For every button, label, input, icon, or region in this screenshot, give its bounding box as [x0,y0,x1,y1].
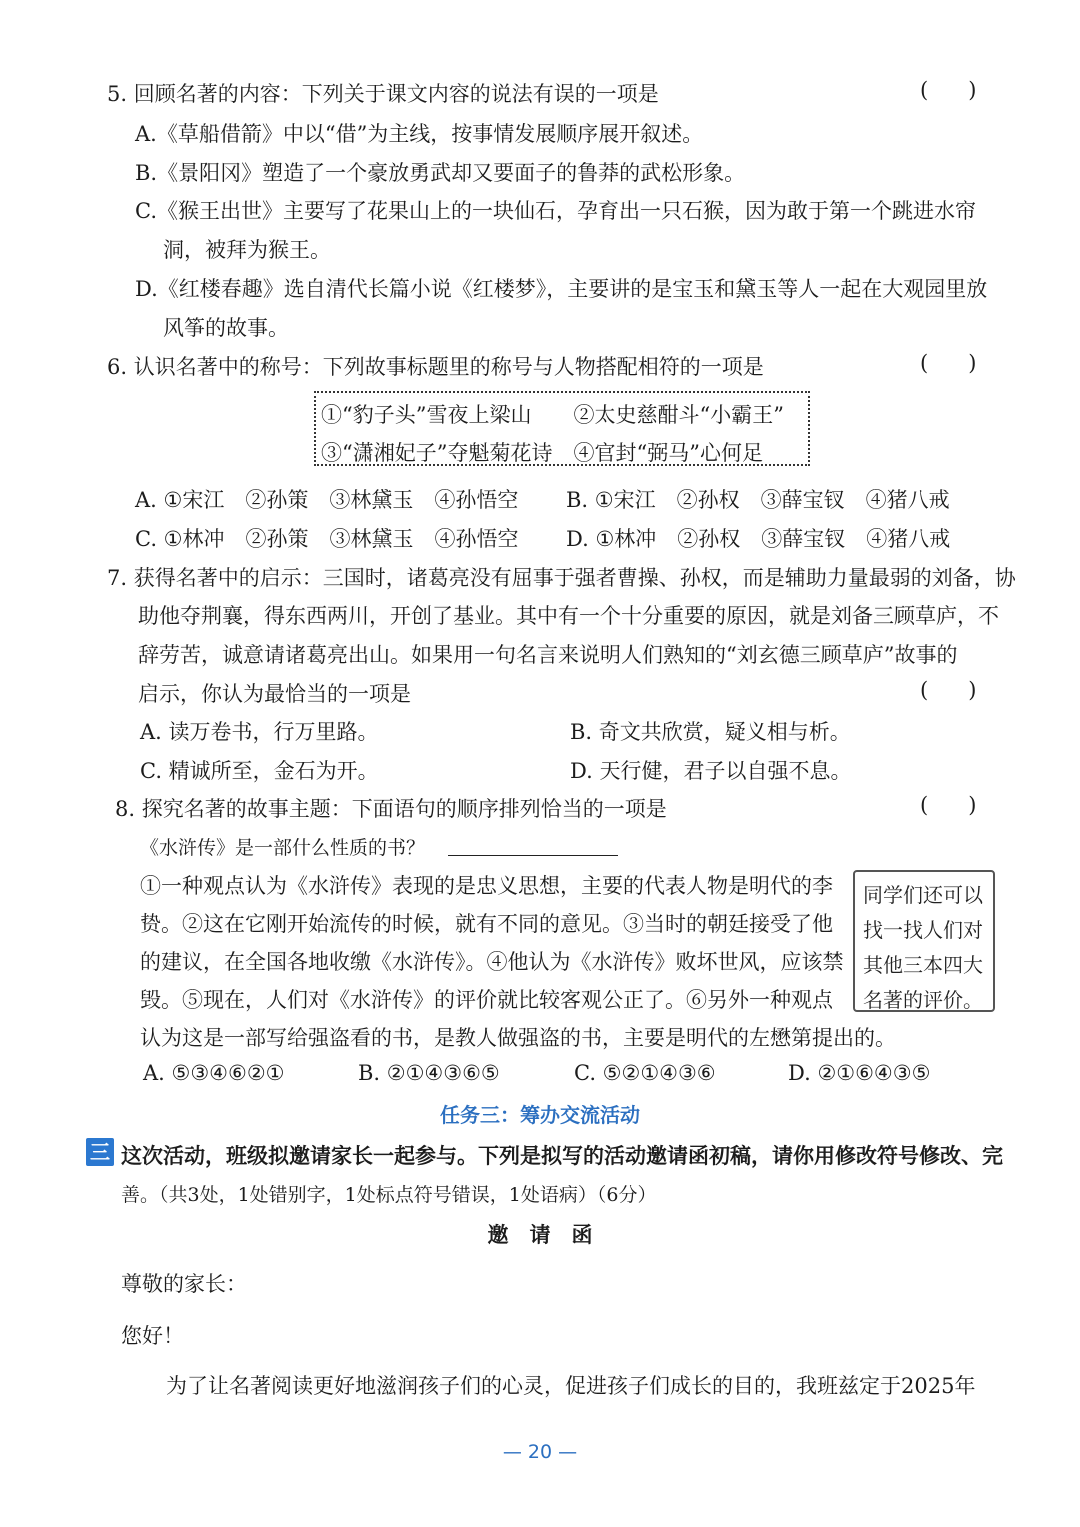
q6-box-line-1: ①“豹子头”雪夜上梁山 ②太史慈酣斗“小霸王” [321,403,784,427]
q8-paragraph-line-5: 认为这是一部写给强盗看的书，是教人做强盗的书，主要是明代的左懋第提出的。 [140,1026,896,1050]
task3-instruction-line-2: 善。（共3处，1处错别字，1处标点符号错误，1处语病）（6分） [121,1184,657,1206]
q8-tip-note [853,870,995,1012]
q8-option-d: D. ②①⑥④③⑤ [788,1061,931,1085]
invitation-body: 为了让名著阅读更好地滋润孩子们的心灵，促进孩子们成长的目的，我班兹定于2025年 [166,1374,976,1398]
invitation-salutation: 尊敬的家长： [121,1272,247,1296]
q5-option-c: C.《猴王出世》主要写了花果山上的一块仙石，孕育出一只石猴，因为敢于第一个跳进水帘 [135,199,976,223]
q5-option-d-cont: 风筝的故事。 [163,316,289,340]
q8-paragraph-line-3: 的建议，在全国各地收缴《水浒传》。④他认为《水浒传》败坏世风，应该禁 [140,950,844,974]
q8-paragraph-line-2: 贽。②这在它刚开始流传的时候，就有不同的意见。③当时的朝廷接受了他 [140,912,833,936]
q6-stem: 6. 认识名著中的称号：下列故事标题里的称号与人物搭配相符的一项是 [107,355,764,379]
q8-stem: 8. 探究名著的故事主题：下面语句的顺序排列恰当的一项是 [115,797,667,821]
q7-option-b: B. 奇文共欣赏，疑义相与析。 [570,720,851,744]
invitation-title: 邀 请 函 [487,1222,593,1247]
q8-answer-blank[interactable] [448,855,618,856]
q8-option-a: A. ⑤③④⑥②① [143,1061,285,1085]
q5-option-d: D.《红楼春趣》选自清代长篇小说《红楼梦》，主要讲的是宝玉和黛玉等人一起在大观园里放 [135,277,988,301]
q5-answer-paren[interactable]: ( ) [920,78,977,102]
tip-line-3: 其他三本四大 [863,953,983,977]
task3-instruction-line-1: 这次活动，班级拟邀请家长一起参与。下列是拟写的活动邀请函初稿，请你用修改符号修改、完 [121,1143,1003,1168]
q8-paragraph-line-1: ①一种观点认为《水浒传》表现的是忠义思想，主要的代表人物是明代的李 [140,874,833,898]
q6-answer-paren[interactable]: ( ) [920,351,977,375]
q7-answer-paren[interactable]: ( ) [920,678,977,702]
q7-option-a: A. 读万卷书，行万里路。 [140,720,379,744]
q7-stem-line-3: 辞劳苦，诚意请诸葛亮出山。如果用一句名言来说明人们熟知的“刘玄德三顾草庐”故事的 [138,643,958,667]
q5-option-a: A.《草船借箭》中以“借”为主线，按事情发展顺序展开叙述。 [135,122,704,146]
page-number: — 20 — [502,1441,578,1463]
q6-option-d: D. ①林冲 ②孙权 ③薛宝钗 ④猪八戒 [566,527,951,551]
q8-option-b: B. ②①④③⑥⑤ [358,1061,500,1085]
q7-option-c: C. 精诚所至，金石为开。 [140,759,379,783]
q7-stem-line-4: 启示，你认为最恰当的一项是 [138,682,411,706]
q8-prompt: 《水浒传》是一部什么性质的书？ [140,837,426,859]
tip-line-2: 找一找人们对 [863,918,983,942]
q6-option-b: B. ①宋江 ②孙权 ③薛宝钗 ④猪八戒 [566,488,950,512]
q7-stem-line-1: 7. 获得名著中的启示：三国时，诸葛亮没有屈事于强者曹操、孙权，而是辅助力量最弱的刘备，协 [107,566,1016,590]
q8-answer-paren[interactable]: ( ) [920,793,977,817]
task3-heading: 任务三：筹办交流活动 [440,1103,640,1127]
q5-option-c-cont: 洞，被拜为猴王。 [163,238,331,262]
section-badge: 三 [86,1138,114,1166]
q6-option-c: C. ①林冲 ②孙策 ③林黛玉 ④孙悟空 [135,527,519,551]
invitation-greeting: 您好！ [121,1324,184,1348]
q5-stem: 5. 回顾名著的内容：下列关于课文内容的说法有误的一项是 [107,82,659,106]
q6-option-a: A. ①宋江 ②孙策 ③林黛玉 ④孙悟空 [135,488,519,512]
tip-line-4: 名著的评价。 [863,988,983,1012]
q7-stem-line-2: 助他夺荆襄，得东西两川，开创了基业。其中有一个十分重要的原因，就是刘备三顾草庐，不 [138,604,999,628]
q8-option-c: C. ⑤②①④③⑥ [574,1061,716,1085]
q8-paragraph-line-4: 毁。⑤现在，人们对《水浒传》的评价就比较客观公正了。⑥另外一种观点 [140,988,833,1012]
tip-line-1: 同学们还可以 [863,883,983,907]
q7-option-d: D. 天行健，君子以自强不息。 [570,759,852,783]
q5-option-b: B.《景阳冈》塑造了一个豪放勇武却又要面子的鲁莽的武松形象。 [135,161,746,185]
q6-box-line-2: ③“潇湘妃子”夺魁菊花诗 ④官封“弼马”心何足 [321,441,763,465]
